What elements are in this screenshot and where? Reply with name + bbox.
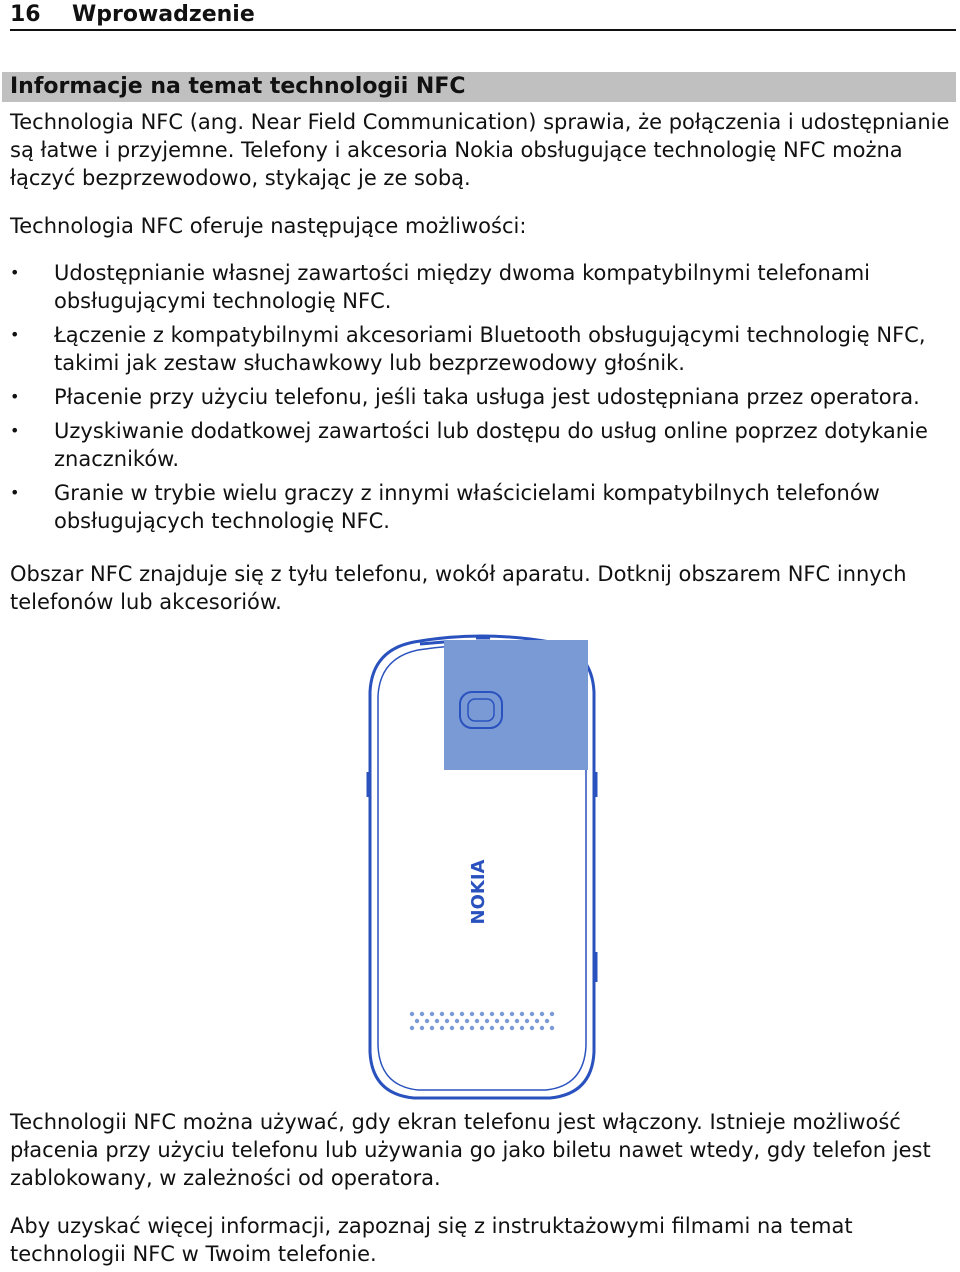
page-header [10,0,956,31]
list-item [10,383,952,411]
nfc-area [444,640,588,770]
list-item [10,321,952,377]
bullet-icon: • [10,421,20,440]
list-item-text: Płacenie przy użyciu telefonu, jeśli taka usługa jest udostępniana przez operatora. [54,385,920,409]
list-item-text: Uzyskiwanie dodatkowej zawartości lub dostępu do usług online poprzez dotykanie znaczników. [54,419,928,471]
list-item-text: Granie w trybie wielu graczy z innymi właścicielami kompatybilnych telefonów obsługujących technologię NFC. [54,481,880,533]
list-item [10,417,952,473]
bullet-icon: • [10,325,20,344]
top-button-left [420,642,444,644]
more-info-paragraph: Aby uzyskać więcej informacji, zapoznaj się z instruktażowymi filmami na temat technologii NFC w Twoim telefonie. [10,1214,853,1266]
features-lead-paragraph: Technologia NFC oferuje następujące możliwości: [10,214,527,238]
nfc-area-paragraph: Obszar NFC znajduje się z tyłu telefonu, wokół aparatu. Dotknij obszarem NFC innych telefonów lub akcesoriów. [10,562,907,614]
features-list [10,259,952,541]
list-item [10,259,952,315]
section-title: Informacje na temat technologii NFC [10,74,466,99]
page-number: 16 [10,2,41,27]
chapter-title: Wprowadzenie [72,2,255,27]
nokia-logo: NOKIA [468,859,489,925]
usage-paragraph: Technologii NFC można używać, gdy ekran telefonu jest włączony. Istnieje możliwość płacenia przy użyciu telefonu lub używania go jako biletu nawet wtedy, gdy telefon jest zablokowany, w zależności od operatora. [10,1110,931,1190]
bullet-icon: • [10,483,20,502]
intro-paragraph: Technologia NFC (ang. Near Field Communication) sprawia, że połączenia i udostępnianie są łatwe i przyjemne. Telefony i akcesoria Nokia obsługujące technologię NFC można łączyć bezprzewodowo, stykając je ze sobą. [10,110,950,190]
speaker-grille [410,1012,554,1030]
list-item-text: Łączenie z kompatybilnymi akcesoriami Bluetooth obsługującymi technologię NFC, takimi jak zestaw słuchawkowy lub bezprzewodowy głośnik. [54,323,926,375]
bullet-icon: • [10,263,20,282]
bullet-icon: • [10,387,20,406]
phone-back-illustration [364,632,600,1102]
list-item [10,479,952,535]
list-item-text: Udostępnianie własnej zawartości między dwoma kompatybilnymi telefonami obsługującymi technologię NFC. [54,261,870,313]
section-heading-bar [2,72,956,102]
